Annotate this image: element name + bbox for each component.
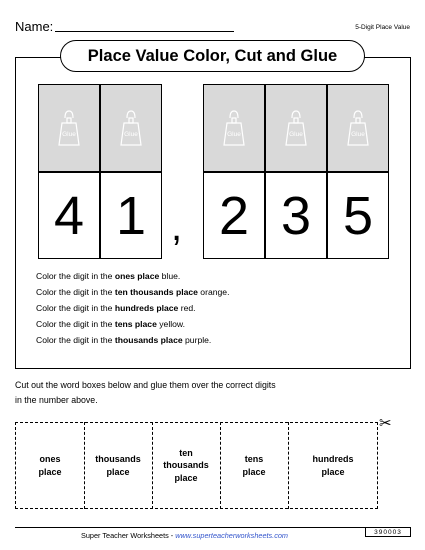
footer-link[interactable]: www.superteacherworksheets.com <box>175 531 288 540</box>
word-box-tens[interactable]: tens place <box>242 453 266 477</box>
topic-label: 5-Digit Place Value <box>355 24 410 31</box>
scissors-icon: ✂ <box>379 415 392 432</box>
worksheet-code: 390003 <box>365 527 411 537</box>
instruction-line: Color the digit in the ten thousands place orange. <box>36 287 230 297</box>
glue-cell <box>327 84 389 172</box>
glue-cell <box>203 84 265 172</box>
svg-text:Glue: Glue <box>124 131 138 138</box>
comma-separator: , <box>171 205 183 249</box>
glue-bottle-icon <box>116 109 146 147</box>
instruction-line: Color the digit in the thousands place purple. <box>36 335 212 345</box>
glue-bottle-icon <box>219 109 249 147</box>
svg-text:Glue: Glue <box>227 131 241 138</box>
word-box-ones[interactable]: ones place <box>38 453 62 477</box>
cut-instruction: in the number above. <box>15 395 98 405</box>
glue-cell <box>265 84 327 172</box>
digit-cell: 3 <box>265 172 327 259</box>
instruction-line: Color the digit in the tens place yellow. <box>36 319 186 329</box>
worksheet-title <box>60 40 365 72</box>
name-label: Name: <box>15 19 54 34</box>
digit-cell: 5 <box>327 172 389 259</box>
instruction-line: Color the digit in the ones place blue. <box>36 271 181 281</box>
svg-text:Glue: Glue <box>289 131 303 138</box>
glue-bottle-icon <box>281 109 311 147</box>
word-box-hundreds[interactable]: hundreds place <box>312 453 354 477</box>
glue-bottle-icon <box>343 109 373 147</box>
digit-cell: 2 <box>203 172 265 259</box>
svg-text:Glue: Glue <box>62 131 76 138</box>
glue-cell <box>38 84 100 172</box>
footer-text: Super Teacher Worksheets - www.superteacherworksheets.com <box>81 531 288 540</box>
glue-bottle-icon <box>54 109 84 147</box>
digit-cell: 1 <box>100 172 162 259</box>
instruction-line: Color the digit in the hundreds place red. <box>36 303 196 313</box>
word-box-thousands[interactable]: thousands place <box>95 453 141 477</box>
footer-rule <box>15 527 365 528</box>
digit-cell: 4 <box>38 172 100 259</box>
glue-cell <box>100 84 162 172</box>
title-text: Place Value Color, Cut and Glue <box>87 46 338 65</box>
word-box-ten-thousands[interactable]: ten thousands place <box>163 447 209 483</box>
name-line[interactable] <box>55 31 234 32</box>
svg-text:Glue: Glue <box>351 131 365 138</box>
cut-instruction: Cut out the word boxes below and glue them over the correct digits <box>15 380 276 390</box>
